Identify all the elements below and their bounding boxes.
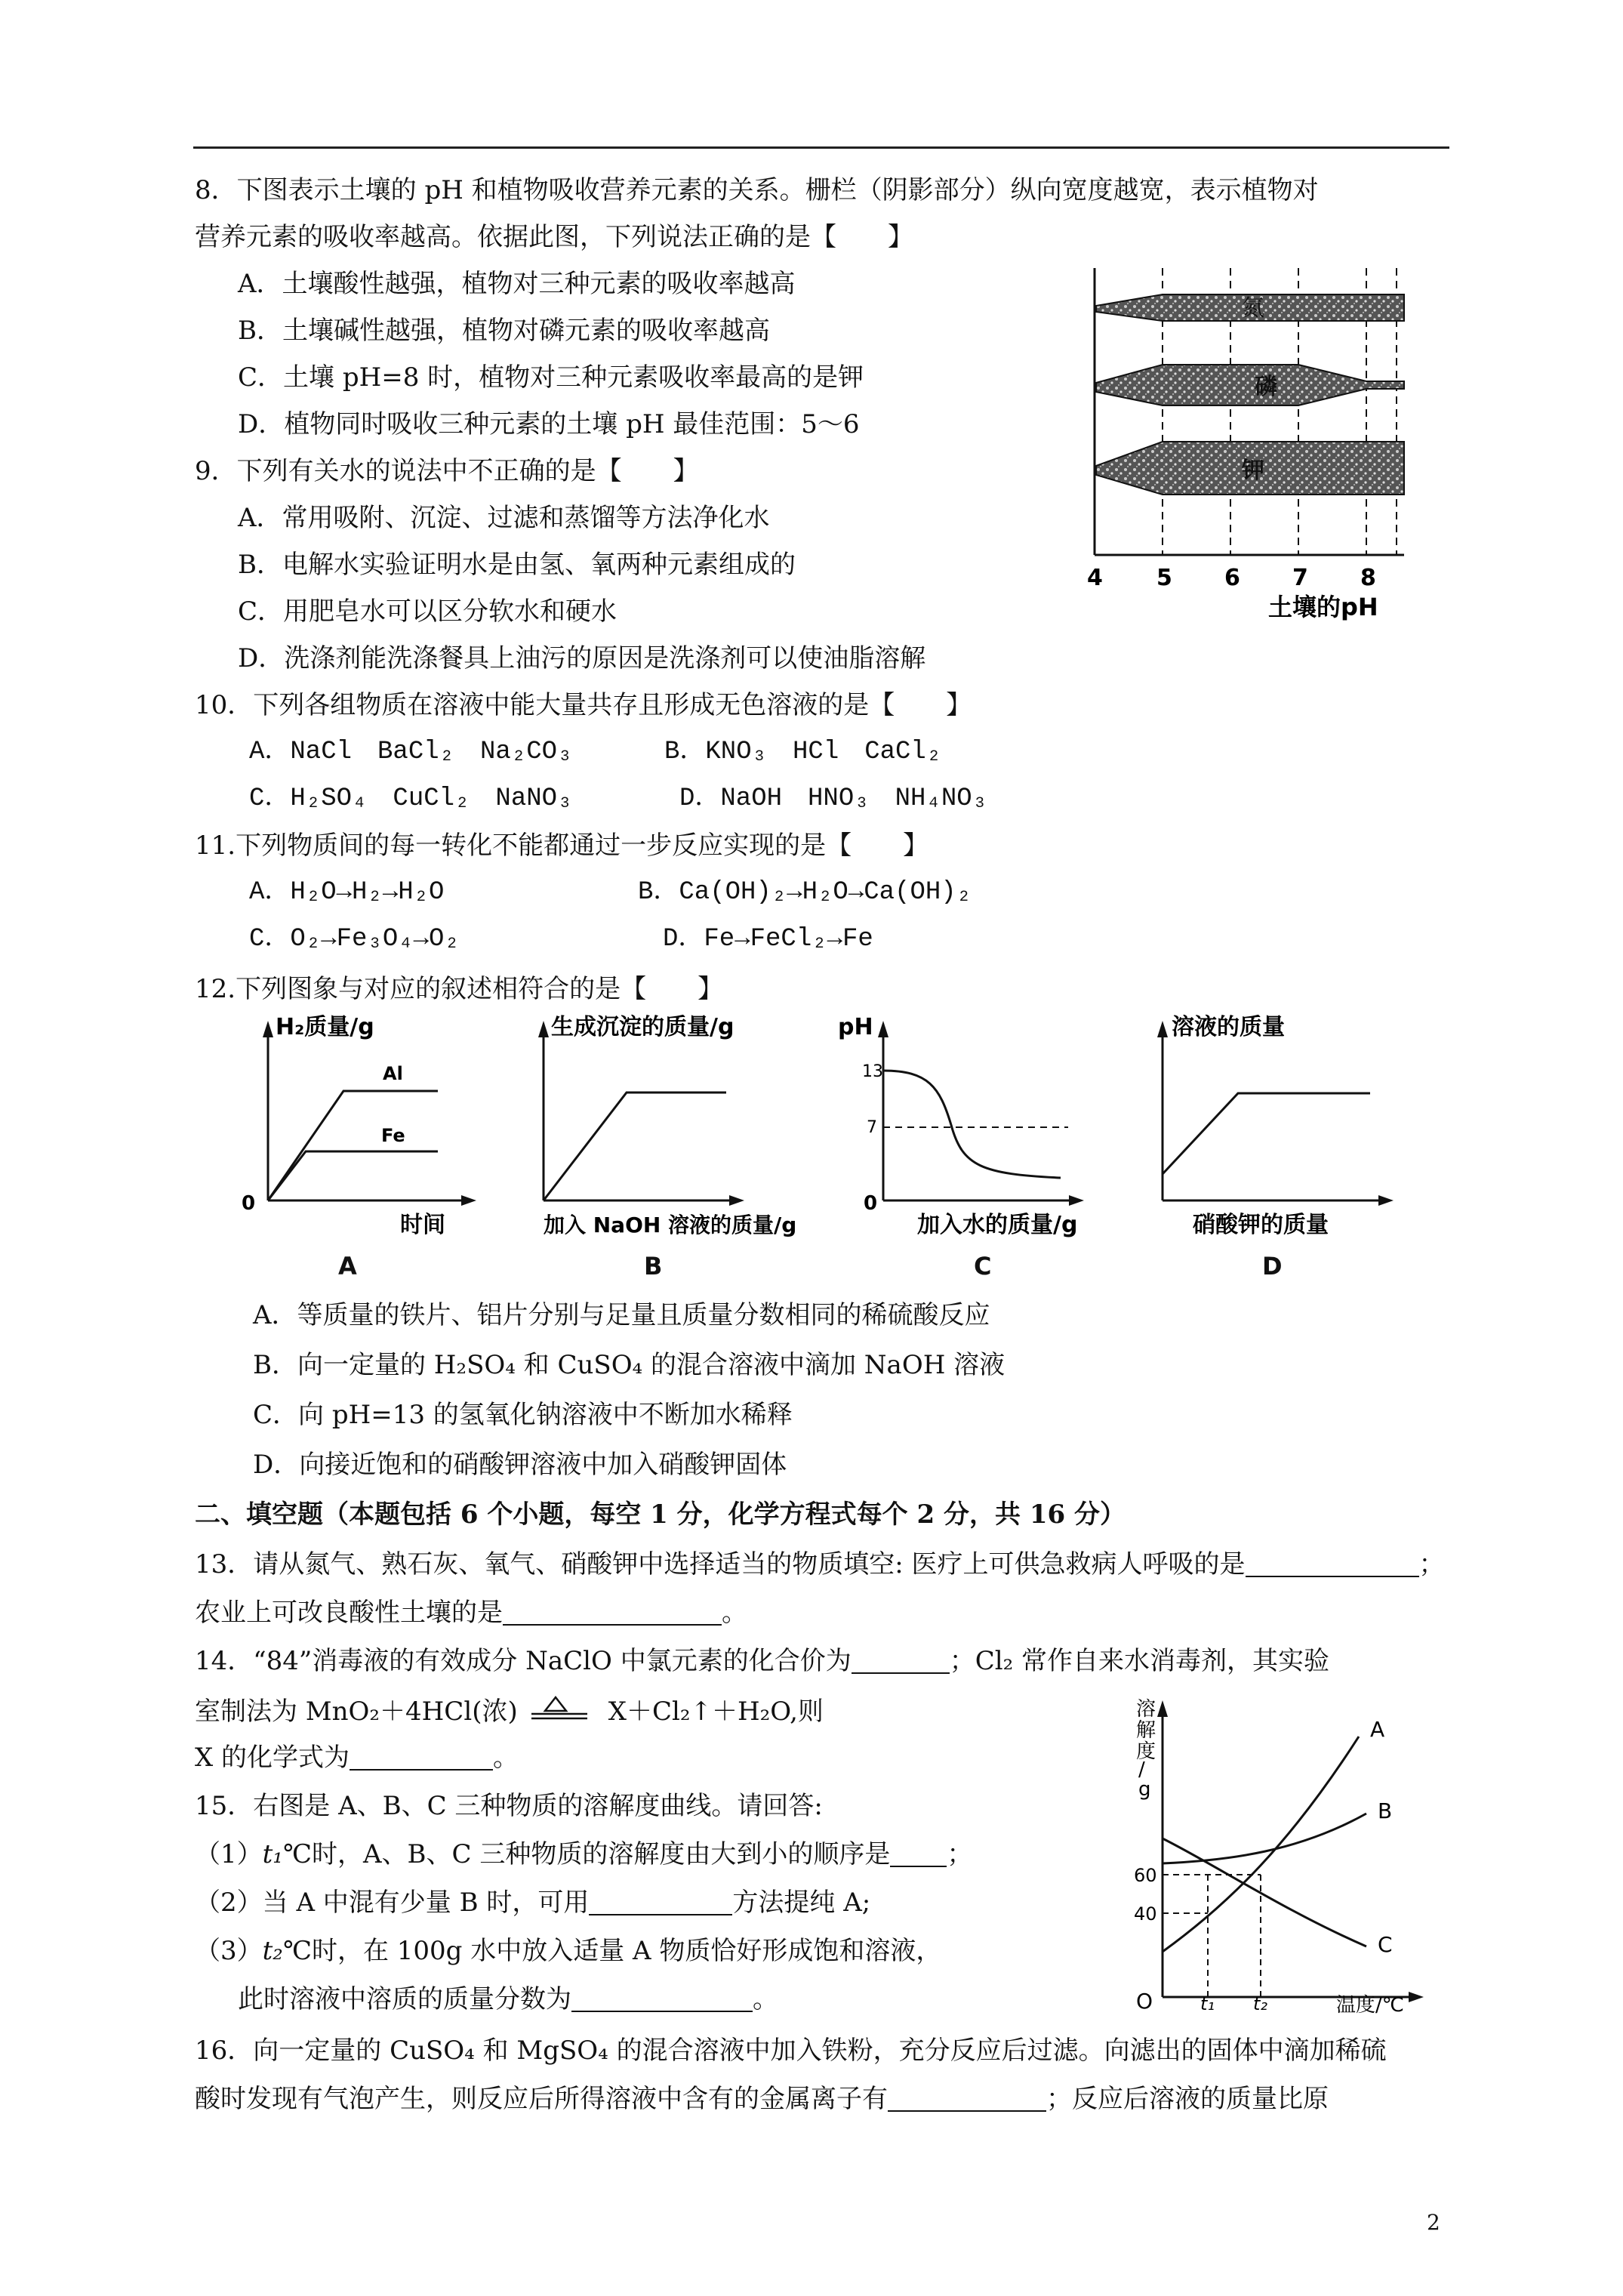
sol-t2: t₂ xyxy=(1253,1993,1268,2014)
graph-a-origin: 0 xyxy=(242,1192,256,1215)
graph-b-ylabel: 生成沉淀的质量/g xyxy=(551,1014,735,1040)
q11-option-d: D．Fe→FeCl₂→Fe xyxy=(663,925,873,954)
graph-a-ylabel: H₂质量/g xyxy=(276,1014,374,1040)
section-2-heading: 二、填空题（本题包括 6 个小题，每空 1 分，化学方程式每个 2 分，共 16 分） xyxy=(195,1499,1126,1530)
q11-option-b: B．Ca(OH)₂→H₂O→Ca(OH)₂ xyxy=(638,878,972,907)
sol-ylabel-1: 溶 xyxy=(1136,1698,1156,1721)
graph-c xyxy=(830,1012,1117,1253)
graph-c-origin: 0 xyxy=(864,1192,878,1215)
solubility-graph xyxy=(1117,1691,1434,2016)
q15-blank-3[interactable] xyxy=(571,1985,753,2012)
sol-xlabel: 温度/℃ xyxy=(1336,1994,1404,2016)
q12-option-b: B．向一定量的 H₂SO₄ 和 CuSO₄ 的混合溶液中滴加 NaOH 溶液 xyxy=(253,1350,1006,1380)
header-rule xyxy=(193,146,1449,149)
graph-d xyxy=(1147,1012,1419,1253)
graph-a-fe-label: Fe xyxy=(381,1125,405,1146)
graph-c-xlabel: 加入水的质量/g xyxy=(917,1212,1078,1238)
graph-b-caption: B xyxy=(644,1252,663,1281)
q11-option-a: A．H₂O→H₂→H₂O xyxy=(249,878,445,907)
q9-stem: 9．下列有关水的说法中不正确的是【 】 xyxy=(195,456,699,486)
q8-option-a: A．土壤酸性越强，植物对三种元素的吸收率越高 xyxy=(238,269,796,299)
soil-ph-figure xyxy=(1087,268,1412,630)
graph-c-y7: 7 xyxy=(867,1118,877,1137)
q8-option-d: D．植物同时吸收三种元素的土壤 pH 最佳范围：5～6 xyxy=(238,409,860,439)
q10-option-c: C．H₂SO₄ CuCl₂ NaNO₃ xyxy=(249,784,573,813)
q15-part1: （1）t₁℃时，A、B、C 三种物质的溶解度由大到小的顺序是 ； xyxy=(195,1839,973,1869)
sol-y60: 60 xyxy=(1134,1865,1157,1886)
q9-option-d: D．洗涤剂能洗涤餐具上油污的原因是洗涤剂可以使油脂溶解 xyxy=(238,643,926,673)
fe-line xyxy=(268,1151,438,1200)
graph-a-caption: A xyxy=(338,1252,357,1281)
q16-line2: 酸时发现有气泡产生，则反应后所得溶液中含有的金属离子有 ；反应后溶液的质量比原 xyxy=(195,2084,1329,2114)
phosphorus-band xyxy=(1096,365,1404,405)
curve-a-label: A xyxy=(1370,1717,1385,1742)
graph-d-caption: D xyxy=(1262,1252,1283,1281)
q12-option-c: C．向 pH=13 的氢氧化钠溶液中不断加水稀释 xyxy=(253,1400,793,1430)
q13-line2: 农业上可改良酸性土壤的是 。 xyxy=(195,1598,747,1628)
q10-option-a: A．NaCl BaCl₂ Na₂CO₃ xyxy=(249,738,573,766)
tick-6: 6 xyxy=(1224,565,1240,591)
ph-dilution-curve xyxy=(883,1071,1061,1178)
al-line xyxy=(268,1091,438,1200)
sol-ylabel-3: 度 xyxy=(1136,1740,1156,1763)
q15-part2: （2）当 A 中混有少量 B 时，可用 方法提纯 A; xyxy=(195,1888,871,1918)
q13-line1: 13．请从氮气、熟石灰、氧气、硝酸钾中选择适当的物质填空: 医疗上可供急救病人呼吸的是 ； xyxy=(195,1549,1445,1579)
heat-equals-sign xyxy=(518,1694,608,1724)
graph-d-xlabel: 硝酸钾的质量 xyxy=(1193,1212,1329,1238)
q12-stem: 12.下列图象与对应的叙述相符合的是【 】 xyxy=(195,974,724,1004)
q15-part3: （3）t₂℃时，在 100g 水中放入适量 A 物质恰好形成饱和溶液， xyxy=(195,1936,942,1966)
sol-y40: 40 xyxy=(1134,1903,1157,1925)
band-label-nitrogen: 氮 xyxy=(1242,295,1264,322)
q9-option-c: C．用肥皂水可以区分软水和硬水 xyxy=(238,596,617,627)
solution-mass-line xyxy=(1163,1093,1370,1174)
q15-stem: 15．右图是 A、B、C 三种物质的溶解度曲线。请回答: xyxy=(195,1791,823,1821)
graph-b-xlabel: 加入 NaOH 溶液的质量/g xyxy=(544,1213,797,1237)
q15-part4: 此时溶液中溶质的质量分数为 。 xyxy=(238,1984,778,2014)
q12-option-d: D．向接近饱和的硝酸钾溶液中加入硝酸钾固体 xyxy=(253,1450,787,1480)
q8-stem-line2: 营养元素的吸收率越高。依据此图，下列说法正确的是【 】 xyxy=(195,222,913,252)
q15-blank-2[interactable] xyxy=(589,1888,732,1915)
page-number: 2 xyxy=(1427,2210,1440,2235)
q12-option-a: A．等质量的铁片、铝片分别与足量且质量分数相同的稀硫酸反应 xyxy=(253,1300,990,1330)
tick-4: 4 xyxy=(1087,565,1103,591)
sol-ylabel-5: g xyxy=(1138,1778,1151,1801)
sol-t1: t₁ xyxy=(1200,1993,1215,2014)
q9-option-b: B．电解水实验证明水是由氢、氧两种元素组成的 xyxy=(238,550,796,580)
tick-8: 8 xyxy=(1360,565,1376,591)
q8-option-c: C．土壤 pH=8 时，植物对三种元素吸收率最高的是钾 xyxy=(238,362,864,393)
tick-5: 5 xyxy=(1156,565,1172,591)
q14-blank-2[interactable] xyxy=(350,1743,493,1771)
band-label-potassium: 钾 xyxy=(1242,458,1264,484)
graph-c-y13: 13 xyxy=(862,1062,883,1081)
q14-line2: 室制法为 MnO₂＋4HCl(浓) X＋Cl₂↑＋H₂O,则 xyxy=(195,1694,824,1727)
sol-ylabel-4: / xyxy=(1138,1758,1145,1781)
q10-stem: 10．下列各组物质在溶液中能大量共存且形成无色溶液的是【 】 xyxy=(195,690,972,720)
graph-a xyxy=(238,1012,479,1253)
q10-option-d: D．NaOH HNO₃ NH₄NO₃ xyxy=(679,784,988,813)
q11-option-c: C．O₂→Fe₃O₄→O₂ xyxy=(249,925,460,954)
graph-b xyxy=(528,1012,830,1253)
q16-line1: 16．向一定量的 CuSO₄ 和 MgSO₄ 的混合溶液中加入铁粉，充分反应后过滤。向滤出的固体中滴加稀硫 xyxy=(195,2036,1387,2066)
curve-c-label: C xyxy=(1378,1932,1393,1957)
graph-c-caption: C xyxy=(974,1252,992,1281)
q9-option-a: A．常用吸附、沉淀、过滤和蒸馏等方法净化水 xyxy=(238,503,770,533)
q13-blank-2[interactable] xyxy=(503,1598,722,1626)
q16-blank-1[interactable] xyxy=(888,2085,1046,2112)
q8-stem-line1: 8．下图表示土壤的 pH 和植物吸收营养元素的关系。栅栏（阴影部分）纵向宽度越宽，表示植物对 xyxy=(195,175,1319,205)
q8-option-b: B．土壤碱性越强，植物对磷元素的吸收率越高 xyxy=(238,316,770,346)
q14-blank-1[interactable] xyxy=(852,1647,950,1674)
band-label-phosphorus: 磷 xyxy=(1255,374,1277,400)
precipitate-line xyxy=(544,1093,726,1200)
sol-ylabel-2: 解 xyxy=(1136,1719,1156,1742)
q11-stem: 11.下列物质间的每一转化不能都通过一步反应实现的是【 】 xyxy=(195,831,929,861)
tick-7: 7 xyxy=(1292,565,1308,591)
graph-d-ylabel: 溶液的质量 xyxy=(1172,1014,1285,1040)
graph-a-xlabel: 时间 xyxy=(400,1212,445,1238)
curve-b-label: B xyxy=(1378,1798,1393,1823)
ph-axis-label: 土壤的pH xyxy=(1268,593,1378,621)
curve-c xyxy=(1163,1838,1366,1946)
q14-line1: 14．“84”消毒液的有效成分 NaClO 中氯元素的化合价为 ；Cl₂ 常作自来水消毒剂，其实验 xyxy=(195,1646,1330,1676)
sol-origin: O xyxy=(1136,1989,1153,2014)
q10-option-b: B．KNO₃ HCl CaCl₂ xyxy=(664,738,942,766)
q15-blank-1[interactable] xyxy=(890,1840,947,1867)
graph-a-al-label: Al xyxy=(383,1063,403,1084)
q14-line3: X 的化学式为 。 xyxy=(195,1743,519,1773)
graph-c-ylabel: pH xyxy=(838,1014,873,1040)
q13-blank-1[interactable] xyxy=(1246,1550,1419,1577)
